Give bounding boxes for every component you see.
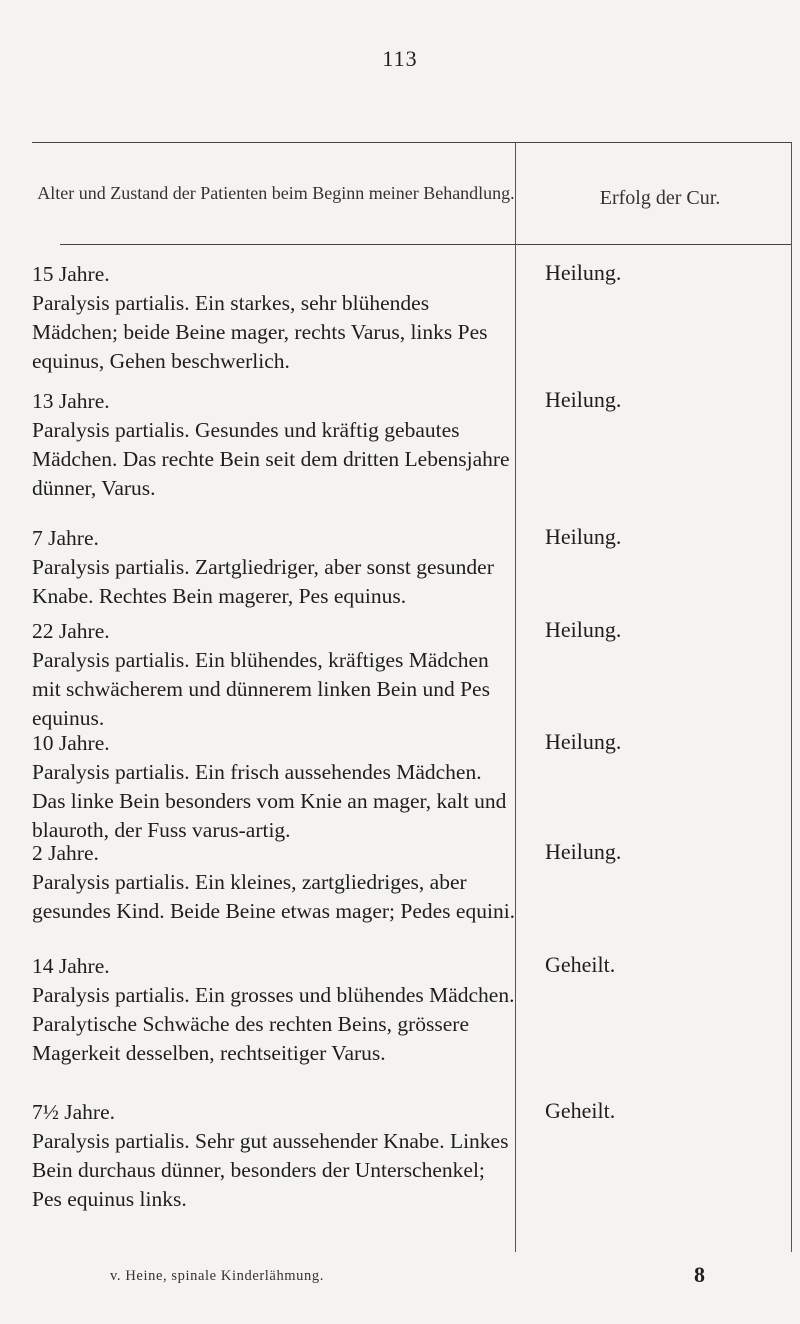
case-entry: [32, 1098, 516, 1214]
case-age: 7 Jahre.: [32, 526, 99, 550]
case-description: Paralysis partialis. Gesundes und kräftig gebautes Mädchen. Das rechte Bein seit dem dritten Lebensjahre dünner, Varus.: [32, 418, 510, 500]
case-entry: [32, 952, 516, 1068]
column-header-condition: Alter und Zustand der Patienten beim Beginn meiner Behandlung.: [37, 183, 515, 203]
case-age: 7½ Jahre.: [32, 1100, 115, 1124]
case-entry: [32, 839, 516, 926]
case-entry: [32, 617, 516, 733]
column-header-result: Erfolg der Cur.: [599, 187, 721, 209]
case-description: Paralysis partialis. Ein starkes, sehr blühendes Mädchen; beide Beine mager, rechts Varus, links Pes equinus, Gehen beschwerlich.: [32, 291, 488, 373]
case-result: Geheilt.: [545, 1098, 616, 1123]
page-number: 113: [382, 46, 418, 71]
case-entry: [32, 729, 516, 845]
case-entry: [32, 260, 516, 376]
case-age: 2 Jahre.: [32, 841, 99, 865]
case-result: Geheilt.: [545, 952, 616, 977]
case-description: Paralysis partialis. Zartgliedriger, aber sonst gesunder Knabe. Rechtes Bein magerer, Pes equinus.: [32, 555, 494, 608]
case-result: Heilung.: [545, 524, 622, 549]
case-result: Heilung.: [545, 387, 622, 412]
right-border: [791, 142, 792, 1252]
case-description: Paralysis partialis. Ein frisch aussehendes Mädchen. Das linke Bein besonders vom Knie an mager, kalt und blauroth, der Fuss varus-artig.: [32, 760, 507, 842]
signature-mark: 8: [694, 1262, 705, 1287]
case-result: Heilung.: [545, 617, 622, 642]
case-description: Paralysis partialis. Ein grosses und blühendes Mädchen. Paralytische Schwäche des rechten Beins, grössere Magerkeit desselben, rechtseitiger Varus.: [32, 983, 515, 1065]
header-bottom-rule: [60, 244, 792, 245]
case-age: 10 Jahre.: [32, 731, 110, 755]
case-entry: [32, 524, 516, 611]
case-age: 22 Jahre.: [32, 619, 110, 643]
case-description: Paralysis partialis. Sehr gut aussehender Knabe. Linkes Bein durchaus dünner, besonders der Unterschenkel; Pes equinus links.: [32, 1129, 509, 1211]
case-description: Paralysis partialis. Ein kleines, zartgliedriges, aber gesundes Kind. Beide Beine etwas mager; Pedes equini.: [32, 870, 516, 923]
case-age: 14 Jahre.: [32, 954, 110, 978]
case-result: Heilung.: [545, 839, 622, 864]
footer-citation: v. Heine, spinale Kinderlähmung.: [110, 1268, 324, 1284]
case-description: Paralysis partialis. Ein blühendes, kräftiges Mädchen mit schwächerem und dünnerem linken Bein und Pes equinus.: [32, 648, 490, 730]
table-top-rule: [32, 142, 792, 143]
case-result: Heilung.: [545, 729, 622, 754]
case-age: 15 Jahre.: [32, 262, 110, 286]
case-age: 13 Jahre.: [32, 389, 110, 413]
case-entry: [32, 387, 516, 503]
case-result: Heilung.: [545, 260, 622, 285]
